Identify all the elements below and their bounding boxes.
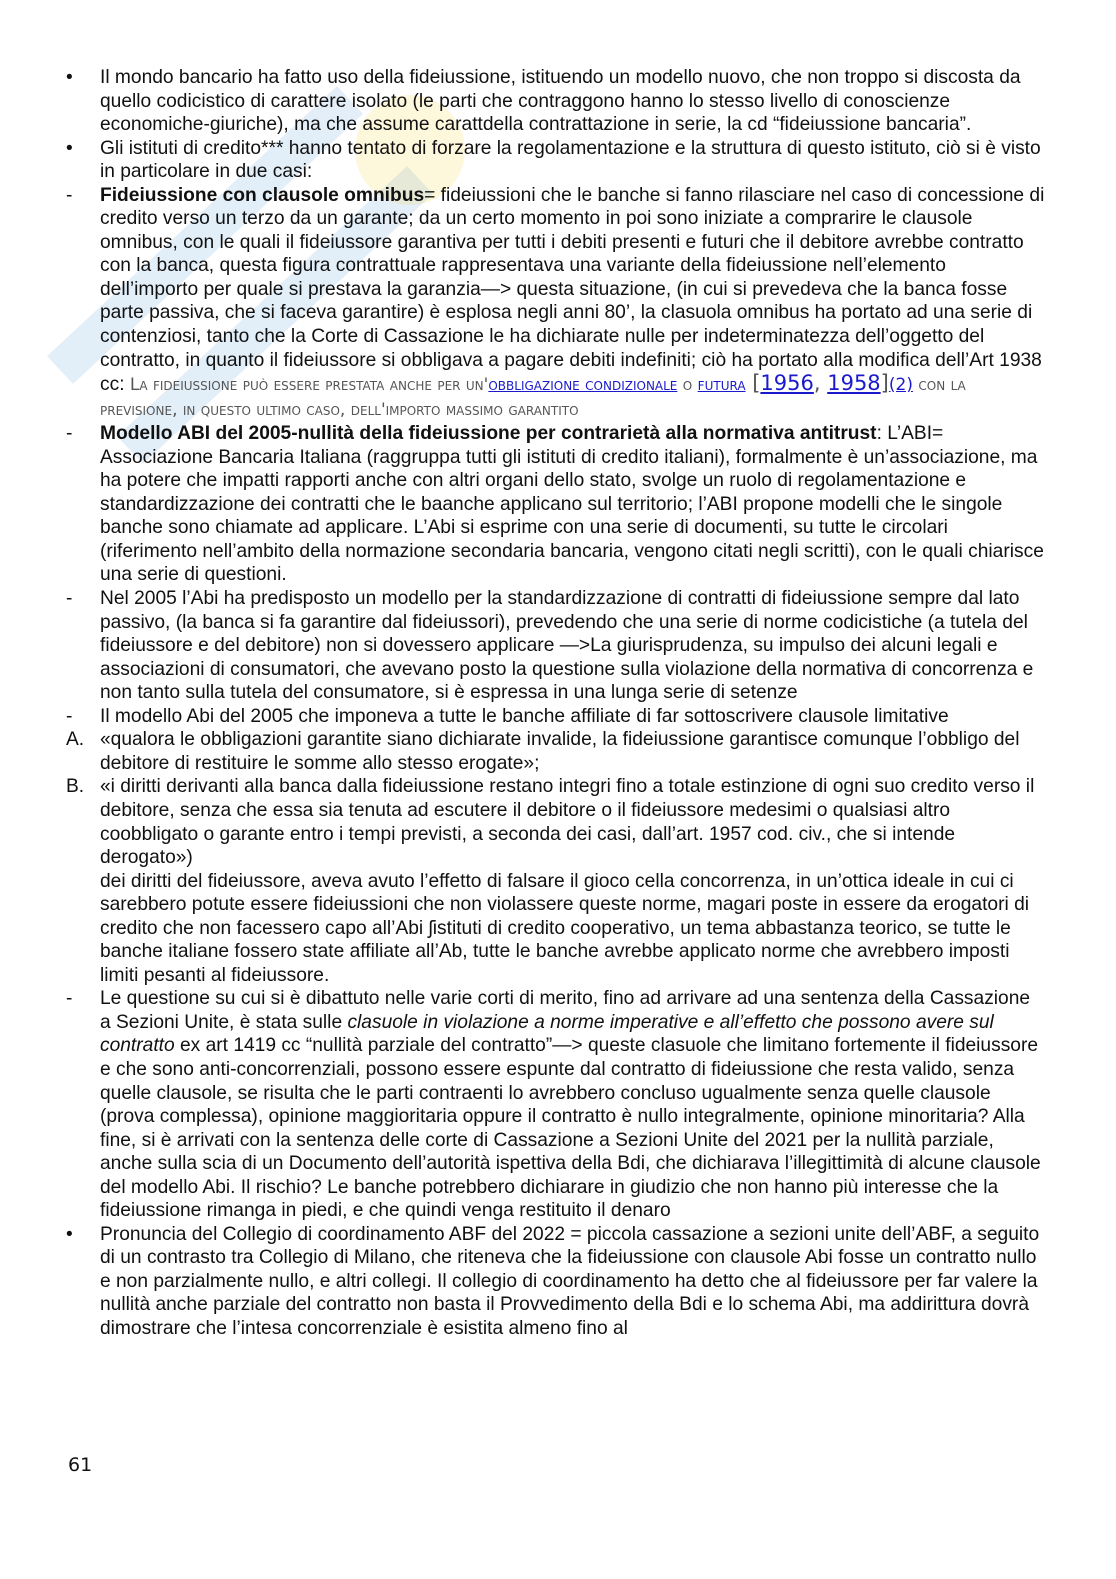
link-futura[interactable]: futura [697, 375, 746, 396]
link-note-2[interactable]: (2) [888, 375, 913, 396]
list-item: - Le questione su cui si è dibattuto nelle varie corti di merito, fino ad arrivare ad una sentenza della Cassazione a Sezioni Unite, è stata sulle clasuole in violazione a norme imperative e all’effetto che possono avere sul contratto ex art 1419 cc “nullità parziale del contratto”—> queste clasuole che limitano fortemente il fideiussore e che sono anti-concorrenziali, possono essere espunte dal contratto di fideiussione che resta valido, senza quelle clausole, se risulta che le parti contraenti lo avrebbero concluso ugualmente senza quelle clausole (prova complessa), opinione maggioritaria oppure il contratto è nullo integralmente, opinione minoritaria? Alla fine, si è arrivati con la sentenza delle corte di Cassazione a Sezioni Unite del 2021 per la nullità parziale, anche sulla scia di un Documento dell’autorità ispettiva della Bdi, che dichiarava l’illegittimità di alcune clausole del modello Abi. Il rischio? Le banche potrebbero dichiarare in giudizio che non hanno più interesse che la fideiussione rimanga in piedi, e che quindi venga restituito il denaro [66, 988, 1041, 1222]
list-item: • Il mondo bancario ha fatto uso della fideiussione, istituendo un modello nuovo, che non troppo si discosta da quello codicistico di carattere isolato (le parti che contraggono hanno lo stesso livello di conoscienze economiche-giuriche), ma che assume carattdella contrattazione in serie, la cd “fideiussione bancaria”. [66, 67, 1021, 136]
page-number: 61 [68, 1454, 93, 1476]
link-obbligazione-condizionale[interactable]: obbligazione condizionale [488, 375, 678, 396]
list-item: - Nel 2005 l’Abi ha predisposto un modello per la standardizzazione di contratti di fideiussione sempre dal lato passivo, (la banca si fa garantire dal fideiussori), prevedendo che una serie di norme codicistiche (a tutela del fideiussore e del debitore) non si dovessero applicare —>La giurisprudenza, su impulso dei alcuni legali e associazioni di consumatori, che avevano posto la questione sulla violazione della normativa di concorrenza e non tanto sulla tutela del consumatore, si è espressa in una lunga serie di setenze [66, 588, 1034, 704]
link-1956[interactable]: 1956 [760, 371, 814, 396]
list-item: B. «i diritti derivanti alla banca dalla fideiussione restano integri fino a totale estinzione di ogni suo credito verso il debitore, senza che essa sia tenuta ad escutere il debitore o il fideiussore medesimi o qualsiasi altro coobbligato o garante entro i tempi previsti, a seconda dei casi, dall’art. 1957 cod. civ., che si intende derogato») [66, 776, 1035, 869]
list-item: - Il modello Abi del 2005 che imponeva a tutte le banche affiliate di far sottoscrivere clausole limitative [66, 705, 949, 727]
list-item: - Modello ABI del 2005-nullità della fideiussione per contrarietà alla normativa antitrust: L’ABI= Associazione Bancaria Italiana (raggruppa tutti gli istituti di credito italiani), formalmente è un’associazione, ma ha potere che impatti rapporti anche con altri organi dello stato, svolge un ruolo di regolamentazione e standardizzazione dei contratti che le baanche applicano sul territorio; l’ABI propone modelli che le singole banche sono chiamate ad applicare. L’Abi si esprime con una serie di documenti, su tutte le circolari (riferimento nell’ambito della normazione secondaria bancaria, vengono citati negli scritti), con le quali chiarisce una serie di questioni. [66, 423, 1044, 586]
list-item: - Fideiussione con clausole omnibus= fideiussioni che le banche si fanno rilasciare nel caso di concessione di credito verso un terzo da un garante; da un certo momento in poi sono iniziate a comprarire le clausole omnibus, con le quali il fideiussore garantiva per tutti i debiti presenti e futuri che il debitore avrebbe contratto con la banca, questa figura contrattuale rappresentava una variante della fideiussione nell’elemento dell’importo per quale si prestava la garanzia—> questa situazione, (in cui si prevedeva che la banca fosse parte passiva, che si faceva garantire) è esplosa negli anni 80’, la clasuola omnibus ha portato ad una serie di contenziosi, tanto che la Corte di Cassazione le ha dichiarate nulle per indeterminatezza dell’oggetto del contratto, in quanto il fideiussore si obbligava a pagare debiti indefiniti; ciò ha portato alla modifica dell’Art 1938 cc: La fideiussione può essere prestata anche per un'obbligazione condizionale o futura [1956, 1958](2) con la previsione, in questo ultimo caso, dell'importo massimo garantito [66, 184, 1045, 420]
article-quote: La fideiussione può essere prestata anche per un'obbligazione condizionale o futura [1956, 1958](2) con la previsione, in questo ultimo caso, dell'importo massimo garantito [100, 371, 966, 420]
list-item: A. «qualora le obbligazioni garantite siano dichiarate invalide, la fideiussione garantisce comunque l’obbligo del debitore di restituire le somme allo stesso erogate»; [66, 729, 1020, 774]
document-body [60, 66, 1045, 1341]
continuation-paragraph: dei diritti del fideiussore, aveva avuto l’effetto di falsare il gioco cella concorrenza, in un’ottica ideale in cui ci sarebbero potute essere fideiussioni che non violassere queste norme, magari poste in essere da erogatori di credito che non facessero capo all’Abi ʃistituti di credito cooperativo, un tema abbastanza teorico, se tutte le banche italiane fossero state affiliate all’Ab, tutte le banche avrebbe applicato norme che avrebbero imposti limiti pesanti al fideiussore. [100, 870, 1030, 986]
link-1958[interactable]: 1958 [827, 371, 881, 396]
list-item: • Gli istituti di credito*** hanno tentato di forzare la regolamentazione e la struttura di questo istituto, ciò si è visto in particolare in due casi: [66, 137, 1041, 183]
list-item: • Pronuncia del Collegio di coordinamento ABF del 2022 = piccola cassazione a sezioni unite dell’ABF, a seguito di un contrasto tra Collegio di Milano, che riteneva che la fideiussione con clausole Abi fosse un contratto nullo e non parzialmente nullo, e altri collegi. Il collegio di coordinamento ha detto che al fideiussore per far valere la nullità anche parziale del contratto non basta il Provvedimento della Bdi e lo schema Abi, ma addirittura dovrà dimostrare che l’intesa concorrenziale è esistita almeno fino al [66, 1223, 1040, 1339]
